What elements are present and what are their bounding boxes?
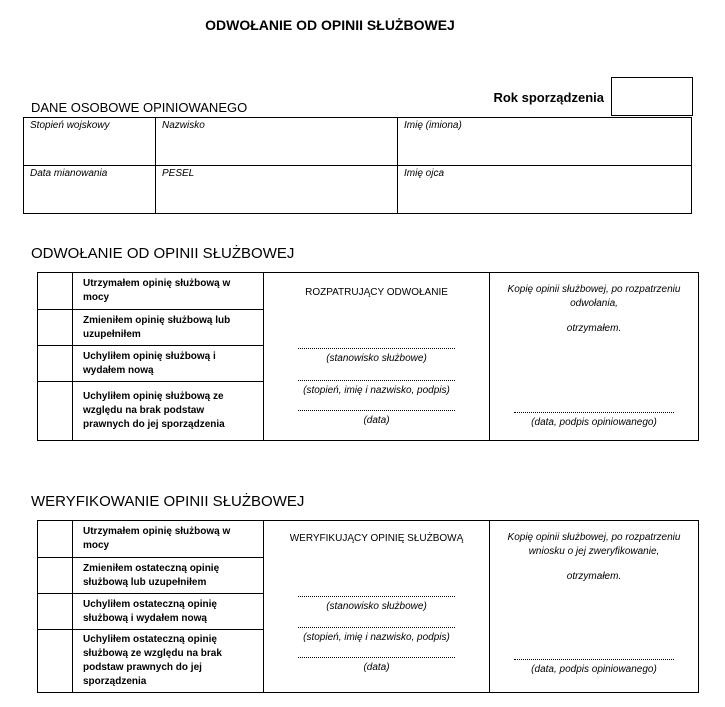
rok-sporzadzenia-field[interactable] [611,77,693,116]
appeal-sign-line[interactable] [514,412,674,413]
verify-option-checkbox[interactable] [38,630,73,693]
field-nazwisko[interactable] [156,118,398,166]
appeal-option-label: Uchyliłem opinię służbową ze względu na brak podstaw prawnych do jej sporządzenia [73,382,264,441]
appeal-data-caption: (data) [363,415,390,426]
verify-data-line[interactable] [298,657,455,658]
verify-option-label: Utrzymałem opinię służbową w mocy [73,521,264,558]
verify-section-title: WERYFIKOWANIE OPINII SŁUŻBOWEJ [31,493,305,510]
field-nazwisko-label: Nazwisko [162,120,205,131]
appeal-reviewer-heading: ROZPATRUJĄCY ODWOŁANIE [305,287,448,298]
appeal-receipt-block [490,273,699,441]
verify-option-label: Uchyliłem ostateczną opinię służbową ze względu na brak podstaw prawnych do jej sporządzenia [73,630,264,693]
verify-option-label: Zmieniłem ostateczną opinię służbową lub uzupełniłem [73,558,264,594]
appeal-stanowisko-caption: (stanowisko służbowe) [326,353,427,364]
verify-reviewer-block [264,521,490,693]
verify-table [37,520,699,693]
personal-data-title: DANE OSOBOWE OPINIOWANEGO [31,100,248,115]
appeal-option-label: Zmieniłem opinię służbową lub uzupełniłem [73,310,264,346]
verify-podpis-line[interactable] [298,627,455,628]
verify-podpis-caption: (stopień, imię i nazwisko, podpis) [303,632,450,643]
verify-option-checkbox[interactable] [38,558,73,594]
verify-reviewer-heading: WERYFIKUJĄCY OPINIĘ SŁUŻBOWĄ [289,533,464,544]
appeal-option-checkbox[interactable] [38,346,73,382]
verify-stanowisko-caption: (stanowisko służbowe) [326,601,427,612]
appeal-podpis-caption: (stopień, imię i nazwisko, podpis) [303,385,450,396]
document-title: ODWOŁANIE OD OPINII SŁUŻBOWEJ [205,17,455,33]
appeal-option-checkbox[interactable] [38,310,73,346]
appeal-table [37,272,699,441]
appeal-option-checkbox[interactable] [38,382,73,441]
verify-otrzymalem-text: otrzymałem. [566,571,622,582]
field-imie-label: Imię (imiona) [404,120,462,131]
field-stopien-label: Stopień wojskowy [30,120,110,131]
appeal-otrzymalem-text: otrzymałem. [566,323,622,334]
field-pesel[interactable] [156,166,398,214]
rok-sporzadzenia-label: Rok sporządzenia [493,90,604,105]
verify-sign-caption: (data, podpis opiniowanego) [531,664,657,675]
appeal-sign-caption: (data, podpis opiniowanego) [531,417,657,428]
verify-sign-line[interactable] [514,659,674,660]
field-stopien[interactable] [24,118,156,166]
appeal-data-line[interactable] [298,410,455,411]
field-data-mianowania[interactable] [24,166,156,214]
verify-receipt-text: Kopię opinii służbowej, po rozpatrzeniu wniosku o jej zweryfikowanie, [507,532,681,557]
appeal-stanowisko-line[interactable] [298,348,455,349]
appeal-reviewer-block [264,273,490,441]
verify-option-label: Uchyliłem ostateczną opinię służbową i wydałem nową [73,594,264,630]
appeal-podpis-line[interactable] [298,380,455,381]
field-pesel-label: PESEL [162,168,195,179]
field-imie-ojca-label: Imię ojca [404,168,445,179]
appeal-option-checkbox[interactable] [38,273,73,310]
verify-stanowisko-line[interactable] [298,596,455,597]
appeal-section-title: ODWOŁANIE OD OPINII SŁUŻBOWEJ [31,245,295,262]
verify-option-checkbox[interactable] [38,521,73,558]
verify-data-caption: (data) [363,662,390,673]
field-imie-ojca[interactable] [398,166,692,214]
verify-receipt-block [490,521,699,693]
verify-option-checkbox[interactable] [38,594,73,630]
field-imie[interactable] [398,118,692,166]
personal-data-table [23,117,692,214]
field-data-mianowania-label: Data mianowania [30,168,108,179]
appeal-receipt-text: Kopię opinii służbowej, po rozpatrzeniu odwołania, [507,284,681,309]
appeal-option-label: Uchyliłem opinię służbową i wydałem nową [73,346,264,382]
appeal-option-label: Utrzymałem opinię służbową w mocy [73,273,264,310]
